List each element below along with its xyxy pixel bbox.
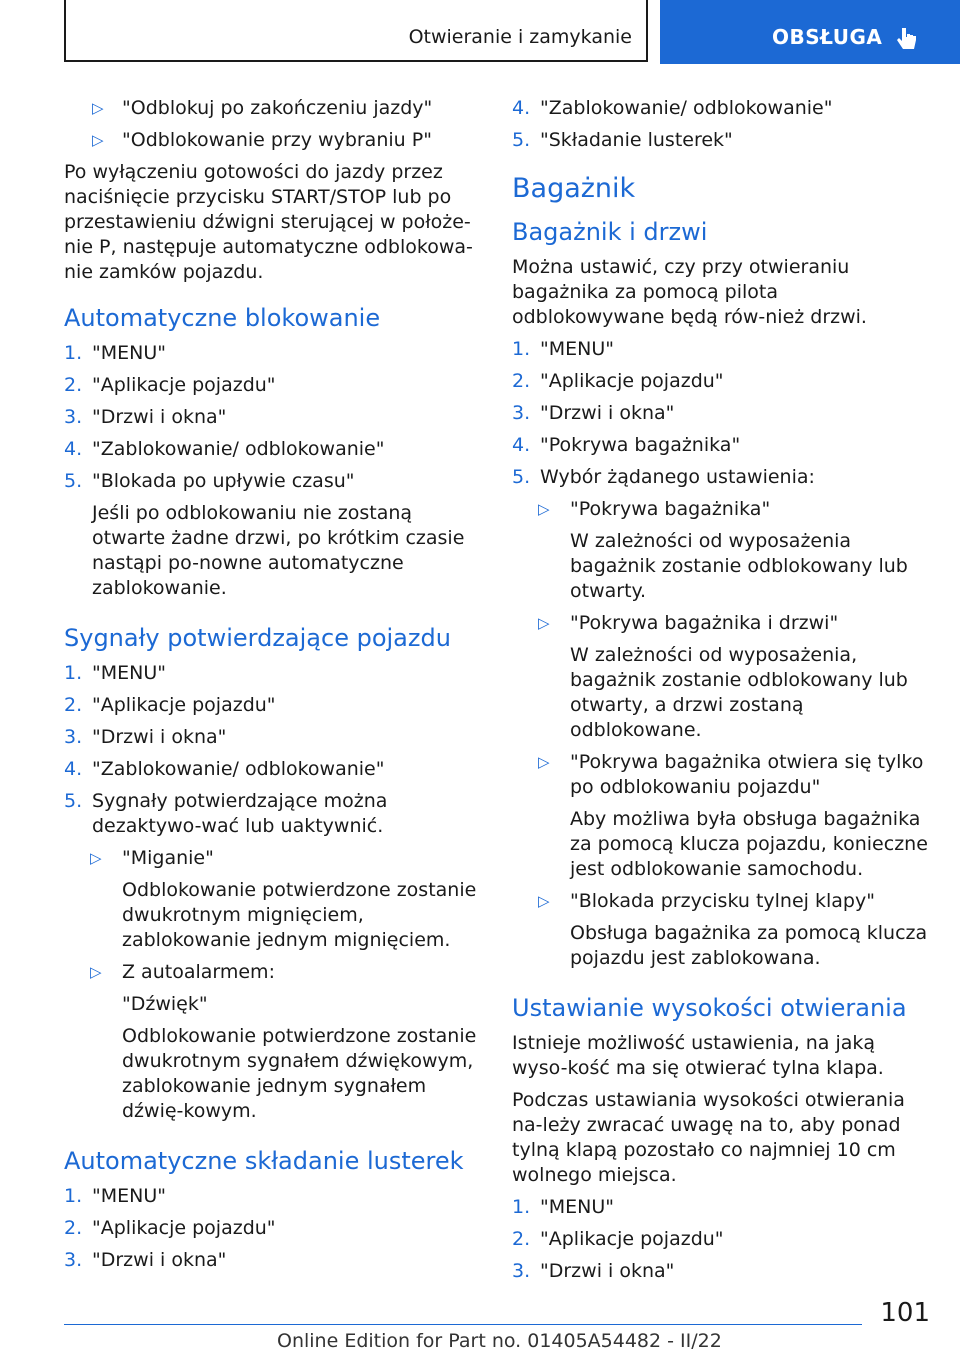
step-item: 5. Sygnały potwierdzające można dezaktywo-wać lub uaktywnić. [64,790,388,837]
right-column [512,96,932,1291]
step-item: 4. "Zablokowanie/ odblokowanie" [512,97,833,119]
step-item: 5. "Blokada po upływie czasu" [64,470,355,492]
list-item: ▷ "Odblokuj po zakończeniu jazdy" [92,97,433,119]
step-item: 3. "Drzwi i okna" [512,1260,675,1282]
sub-item-desc: Odblokowanie potwierdzone zostanie dwukrotnym sygnałem dźwiękowym, zablokowanie jednym sygnałem dźwię-kowym. [122,1025,477,1122]
sub-item-desc: Obsługa bagażnika za pomocą klucza pojazdu jest zablokowana. [570,922,928,969]
triangle-bullet-icon: ▷ [538,892,550,910]
step-item: 3. "Drzwi i okna" [64,1249,227,1271]
heading-signals: Sygnały potwierdzające pojazdu [64,624,451,652]
chapter-tab [660,0,960,64]
sub-item-desc: Odblokowanie potwierdzone zostanie dwukrotnym mignięciem, zablokowanie jednym mignięciem. [122,879,477,951]
sub-item-option: "Dźwięk" [122,993,208,1015]
paragraph: Podczas ustawiania wysokości otwierania na-leży zwracać uwagę na to, aby ponad tylną klapą pozostało co najmniej 10 cm wolnego miejsca. [512,1089,905,1186]
step-item: 2. "Aplikacje pojazdu" [64,694,276,716]
sub-item-desc: W zależności od wyposażenia bagażnik zostanie odblokowany lub otwarty. [570,530,908,602]
hand-pointer-icon [894,26,920,52]
sub-item-desc: Aby możliwa była obsługa bagażnika za pomocą klucza pojazdu, konieczne jest odblokowanie samochodu. [570,808,928,880]
triangle-bullet-icon: ▷ [538,500,550,518]
left-column [64,96,484,1280]
step-item: 5. Wybór żądanego ustawienia: [512,466,815,488]
paragraph: Po wyłączeniu gotowości do jazdy przez naciśnięcie przycisku START/STOP lub po przestawieniu dźwigni sterującej w położe-nie P, następuje automatyczne odblokowa-nie zamków pojazdu. [64,161,473,283]
section-title: Otwieranie i zamykanie [408,26,632,48]
step-item: 2. "Aplikacje pojazdu" [64,1217,276,1239]
sub-item: ▷ "Pokrywa bagażnika otwiera się tylko po odblokowaniu pojazdu" [538,751,924,798]
sub-item: ▷ "Miganie" [90,847,214,869]
triangle-bullet-icon: ▷ [92,99,104,117]
step-item: 3. "Drzwi i okna" [64,726,227,748]
triangle-bullet-icon: ▷ [538,753,550,771]
triangle-bullet-icon: ▷ [90,849,102,867]
step-note: Jeśli po odblokowaniu nie zostaną otwarte żadne drzwi, po krótkim czasie nastąpi po-nowne automatyczne zablokowanie. [92,502,465,599]
heading-trunk: Bagażnik [512,173,636,204]
paragraph: Istnieje możliwość ustawienia, na jaką wyso-kość ma się otwierać tylna klapa. [512,1032,884,1079]
list-item: ▷ "Odblokowanie przy wybraniu P" [92,129,432,151]
page-number: 101 [880,1298,930,1328]
sub-item-desc: W zależności od wyposażenia, bagażnik zostanie odblokowany lub otwarty, a drzwi zostaną odblokowane. [570,644,908,741]
sub-item: ▷ "Blokada przycisku tylnej klapy" [538,890,875,912]
step-item: 1. "MENU" [512,1196,614,1218]
sub-item: ▷ Z autoalarmem: [90,961,275,983]
footer-divider [64,1324,862,1325]
sub-item: ▷ "Pokrywa bagażnika i drzwi" [538,612,839,634]
sub-item: ▷ "Pokrywa bagażnika" [538,498,771,520]
step-item: 2. "Aplikacje pojazdu" [512,370,724,392]
header-frame [64,0,648,62]
step-item: 1. "MENU" [64,342,166,364]
step-item: 4. "Zablokowanie/ odblokowanie" [64,758,385,780]
step-item: 4. "Pokrywa bagażnika" [512,434,741,456]
triangle-bullet-icon: ▷ [538,614,550,632]
step-item: 1. "MENU" [64,662,166,684]
step-item: 1. "MENU" [512,338,614,360]
page-header [64,0,960,64]
step-item: 3. "Drzwi i okna" [512,402,675,424]
footer-edition: Online Edition for Part no. 01405A54482 - II/22 [277,1330,722,1352]
heading-auto-lock: Automatyczne blokowanie [64,304,381,332]
paragraph: Można ustawić, czy przy otwieraniu bagażnika za pomocą pilota odblokowywane będą rów-nież drzwi. [512,256,867,328]
heading-opening-height: Ustawianie wysokości otwierania [512,994,907,1022]
step-item: 2. "Aplikacje pojazdu" [512,1228,724,1250]
step-item: 5. "Składanie lusterek" [512,129,733,151]
triangle-bullet-icon: ▷ [92,131,104,149]
heading-trunk-doors: Bagażnik i drzwi [512,218,708,246]
chapter-tab-label: OBSŁUGA [772,25,883,49]
step-item: 1. "MENU" [64,1185,166,1207]
step-item: 2. "Aplikacje pojazdu" [64,374,276,396]
step-item: 4. "Zablokowanie/ odblokowanie" [64,438,385,460]
step-item: 3. "Drzwi i okna" [64,406,227,428]
heading-mirrors: Automatyczne składanie lusterek [64,1147,464,1175]
triangle-bullet-icon: ▷ [90,963,102,981]
